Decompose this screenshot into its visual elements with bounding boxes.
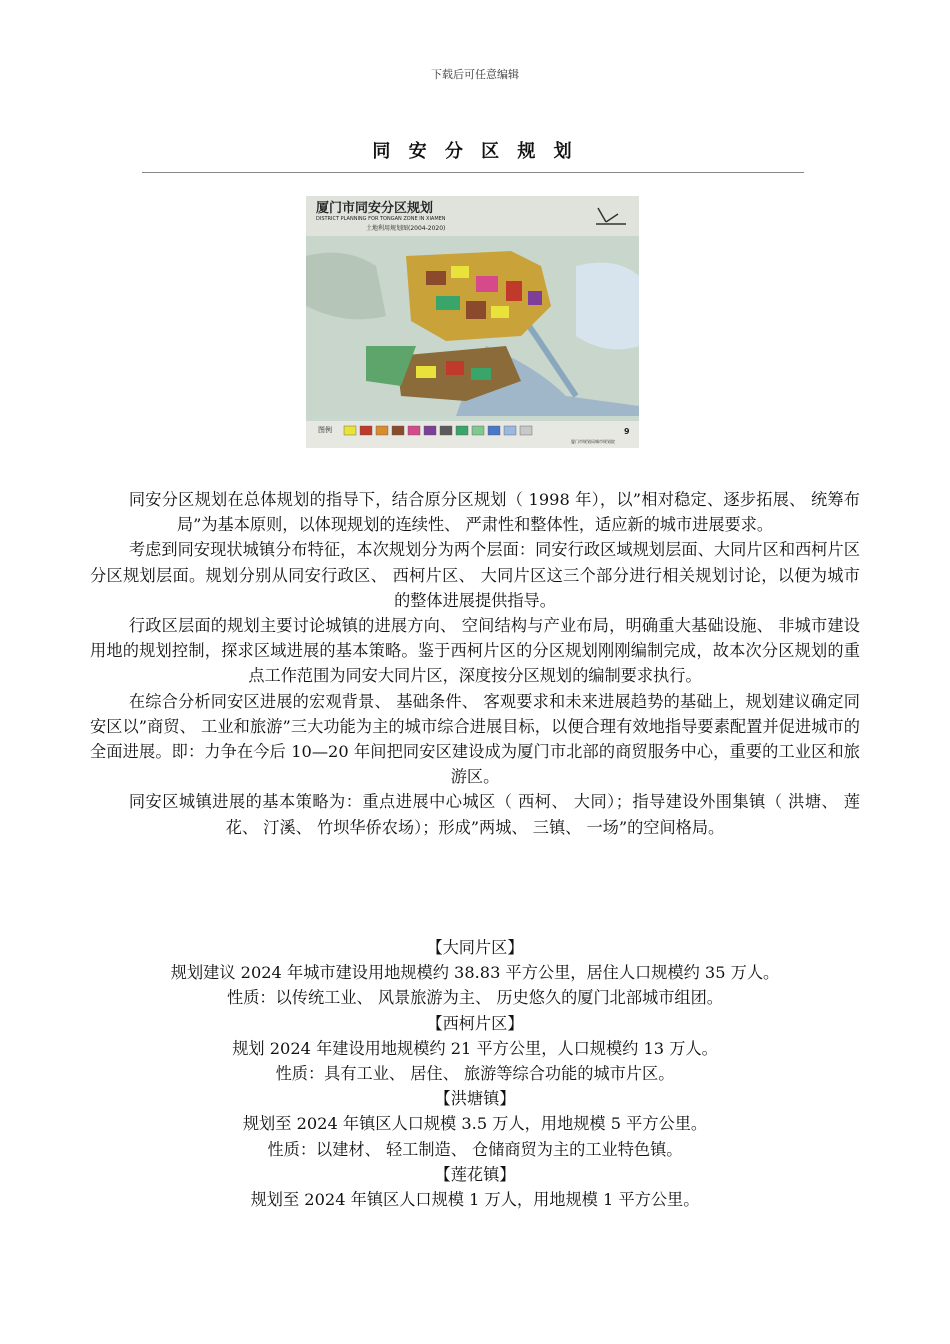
map-block	[471, 368, 491, 380]
map-block	[451, 266, 469, 278]
section-heading: 【西柯片区】	[426, 1013, 524, 1033]
map-block	[426, 271, 446, 285]
legend-swatch	[440, 426, 452, 435]
legend-swatch	[472, 426, 484, 435]
land-use-map	[306, 196, 639, 448]
paragraph: 考虑到同安现状城镇分布特征，本次规划分为两个层面：同安行政区域规划层面、大同片区和西柯片区分区规划层面。规划分别从同安行政区、 西柯片区、 大同片区这三个部分进行相关规划讨论，以便为城市的整体进展提供指导。	[90, 540, 860, 610]
map-block	[436, 296, 460, 310]
legend-swatch	[488, 426, 500, 435]
paragraph: 同安分区规划在总体规划的指导下，结合原分区规划（ 1998 年），以”相对稳定、逐步拓展、 统筹布局”为基本原则，以体现规划的连续性、 严肃性和整体性，适应新的城市进展要求。	[128, 490, 860, 535]
map-block	[476, 276, 498, 292]
paragraph: 同安区城镇进展的基本策略为：重点进展中心城区（ 西柯、 大同）；指导建设外围集镇（ 洪塘、 莲花、 汀溪、 竹坝华侨农场）；形成”两城、 三镇、 一场”的空间格局。	[128, 792, 860, 837]
district-sections	[60, 935, 890, 1212]
map-block	[466, 301, 486, 319]
legend-swatch	[408, 426, 420, 435]
legend-swatch	[392, 426, 404, 435]
map-title: 厦门市同安分区规划	[316, 201, 434, 216]
map-org: 厦门市规划局城市规划院	[571, 439, 615, 444]
section-line: 规划建议 2024 年城市建设用地规模约 38.83 平方公里，居住人口规模约 35 万人。	[170, 963, 780, 983]
section-line: 性质：具有工业、 居住、 旅游等综合功能的城市片区。	[275, 1064, 675, 1084]
section-heading: 【莲花镇】	[434, 1164, 516, 1184]
map-legend-label: 图例	[318, 426, 332, 434]
section-heading: 【大同片区】	[426, 938, 524, 957]
map-block	[506, 281, 522, 301]
body-text	[90, 487, 860, 840]
legend-swatch	[344, 426, 356, 435]
map-block	[528, 291, 542, 305]
section-line: 规划至 2024 年镇区人口规模 3.5 万人，用地规模 5 平方公里。	[242, 1114, 708, 1134]
section-line: 规划至 2024 年镇区人口规模 1 万人，用地规模 1 平方公里。	[250, 1190, 700, 1210]
section-line: 性质：以传统工业、 风景旅游为主、 历史悠久的厦门北部城市组团。	[227, 988, 723, 1008]
legend-swatch	[520, 426, 532, 435]
section-heading: 【洪塘镇】	[434, 1089, 516, 1109]
paragraph: 行政区层面的规划主要讨论城镇的进展方向、 空间结构与产业布局，明确重大基础设施、 非城市建设用地的规划控制，探求区域进展的基本策略。鉴于西柯片区的分区规划刚刚编制完成，故本次分区规划的重点工作范围为同安大同片区，深度按分区规划的编制要求执行。	[90, 616, 860, 686]
map-block	[446, 361, 464, 375]
document-title: 同 安 分 区 规 划	[372, 141, 578, 162]
legend-swatch	[360, 426, 372, 435]
section-line: 性质：以建材、 轻工制造、 仓储商贸为主的工业特色镇。	[267, 1139, 683, 1159]
map-title-en: DISTRICT PLANNING FOR TONGAN ZONE IN XIAMEN	[316, 216, 446, 222]
title-divider	[142, 172, 804, 173]
legend-swatch	[504, 426, 516, 435]
map-zone-east	[576, 263, 639, 350]
map-block	[416, 366, 436, 378]
paragraph: 在综合分析同安区进展的宏观背景、 基础条件、 客观要求和未来进展趋势的基础上，规划建议确定同安区以”商贸、 工业和旅游”三大功能为主的城市综合进展目标，以便合理有效地指导要素配置并促进城市的全面进展。即：力争在今后 10—20 年间把同安区建设成为厦门市北部的商贸服务中心，重要的工业区和旅游区。	[90, 691, 860, 787]
section-line: 规划 2024 年建设用地规模约 21 平方公里，人口规模约 13 万人。	[232, 1038, 718, 1058]
legend-swatch	[376, 426, 388, 435]
legend-swatch	[456, 426, 468, 435]
legend-swatch	[424, 426, 436, 435]
map-block	[491, 306, 509, 318]
map-sheet-number: 9	[624, 427, 630, 436]
header-note: 下载后可任意编辑	[431, 68, 519, 81]
map-subtitle: 土地利用规划图(2004-2020)	[366, 225, 446, 232]
land-use-map-figure	[306, 196, 639, 448]
